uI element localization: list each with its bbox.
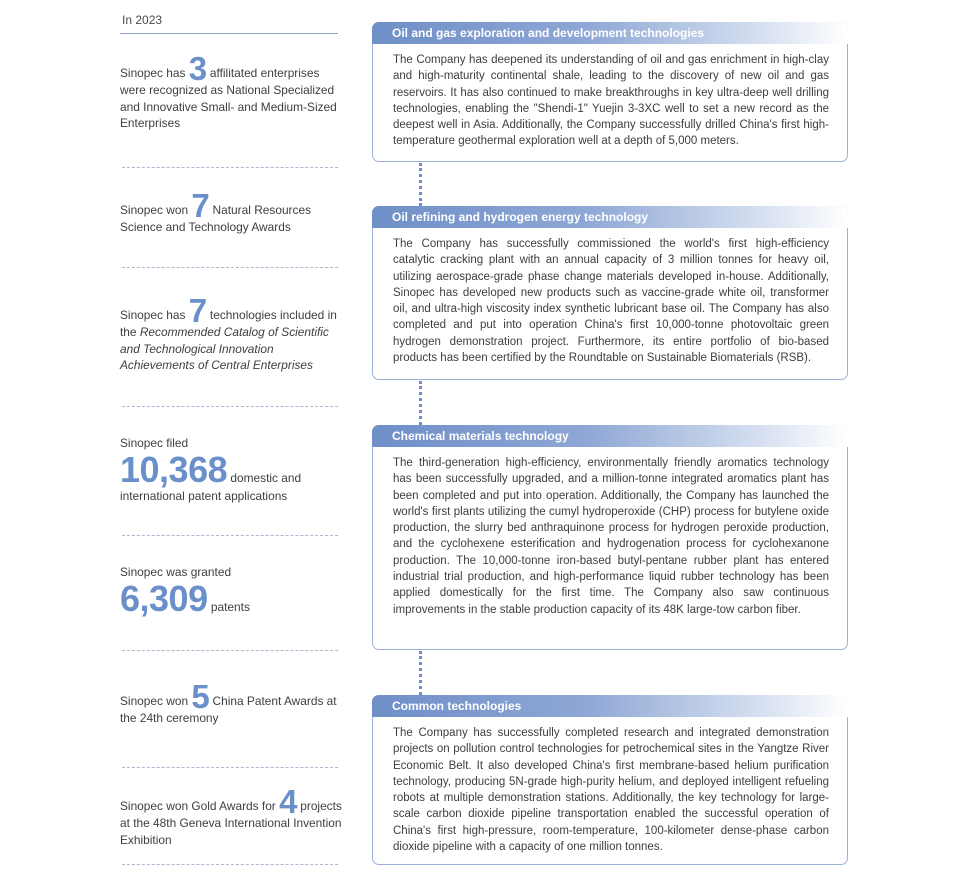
- section-oil-refining-hydrogen: [372, 206, 848, 380]
- section-body: The third-generation high-efficiency, environmentally friendly aromatics technology has been successfully upgraded, and a million-tonne integrated aromatics plant has been completed and put into operation. Additionally, the Company has launched the world's first plants utilizing the cumyl hydroperoxide (CHP) process for butylene oxide production, the slurry bed anthraquinone process for hydrogen peroxide production, and the cyclohexene esterification and hydrogenation process for cyclohexanone production. The 10,000-tonne iron-based butyl-pentane rubber plant has entered industrial trial production, and high-performance liquid rubber technology has been applied domestically for the first time. The Company also saw continuous improvements in the stable production capacity of its 48K large-tow carbon fiber.: [393, 457, 829, 616]
- stat-text: Sinopec won: [120, 203, 192, 217]
- stat-text: technologies included in the: [120, 308, 337, 339]
- stat-specialized-enterprises: [120, 50, 348, 132]
- divider: [122, 864, 338, 865]
- section-body: The Company has successfully commissioned the world's first high-efficiency catalytic cracking plant with an annual capacity of 3 million tonnes for heavy oil, utilizing aerospace-grade phase change materials developed in-house. Additionally, Sinopec has developed new products such as vaccine-grade white oil, transformer oil, and ultra-high viscosity index synthetic lubricant base oil. The Company has also completed and put into operation China's first 10,000-tonne photovoltaic green hydrogen demonstration project. Furthermore, its entire portfolio of bio-based products has been certified by the Roundtable on Sustainable Biomaterials (RSB).: [393, 238, 829, 365]
- stat-text: Sinopec won Gold Awards for: [120, 799, 280, 813]
- timeline-connector: [419, 381, 422, 425]
- divider: [122, 267, 338, 268]
- stat-catalog-technologies: [120, 292, 348, 374]
- section-chemical-materials: [372, 425, 848, 650]
- stat-text: patents: [207, 599, 250, 614]
- stat-patent-applications: [120, 435, 348, 504]
- section-oil-gas-exploration: [372, 22, 848, 162]
- stat-number: 6,309: [120, 577, 208, 619]
- stat-number: 7: [188, 292, 207, 329]
- stat-text: China Patent Awards at the 24th ceremony: [120, 694, 337, 725]
- section-common-technologies: [372, 695, 848, 865]
- stat-number: 4: [279, 783, 297, 820]
- timeline-connector: [419, 651, 422, 695]
- stat-text: domestic and international patent applications: [120, 470, 302, 503]
- divider: [122, 767, 338, 768]
- section-body: The Company has deepened its understanding of oil and gas enrichment in high-clay and high-maturity continental shale, leading to the discovery of new oil and gas reservoirs. It has also continued to make breakthroughs in key ultra-deep well drilling technologies, enabling the "Shendi-1" Yuejin 3-3XC well to set a new record as the deepest well in Asia. Additionally, the Company successfully drilled China's first high-temperature geothermal exploration well at a depth of 5,000 meters.: [393, 54, 829, 148]
- stat-text: Sinopec won: [120, 694, 192, 708]
- stat-text: Natural Resources Science and Technology Awards: [120, 203, 312, 234]
- section-title: Chemical materials technology: [372, 425, 848, 447]
- stat-number: 3: [188, 50, 207, 87]
- stat-text: affilitated enterprises were recognized as National Specialized and Innovative Small- and Medium-Sized Enterprises: [120, 66, 337, 130]
- stat-number: 7: [191, 187, 210, 224]
- section-title: Oil refining and hydrogen energy technology: [372, 206, 848, 228]
- stat-text: Sinopec filed: [120, 436, 189, 450]
- stat-text: projects at the 48th Geneva International Invention Exhibition: [120, 799, 342, 847]
- year-label: In 2023: [122, 13, 163, 27]
- divider: [122, 167, 338, 168]
- section-title: Common technologies: [372, 695, 848, 717]
- stat-text: Sinopec has: [120, 308, 189, 322]
- divider: [122, 406, 338, 407]
- stat-number: 10,368: [120, 448, 228, 490]
- timeline-connector: [419, 163, 422, 206]
- stat-number: 5: [191, 678, 210, 715]
- section-body: The Company has successfully completed research and integrated demonstration projects on pollution control technologies for petrochemical sites in the Yangtze River Economic Belt. It also developed China's first membrane-based helium purification technology, producing 5N-grade high-purity helium, and deployed intelligent refueling robots at multiple demonstration stations. Additionally, the key technology for large-scale carbon dioxide pipeline transportation enabled the successful operation of China's first high-pressure, room-temperature, 100-kilometer dense-phase carbon dioxide pipeline with a capacity of one million tonnes.: [393, 727, 829, 854]
- stat-natural-resources-awards: [120, 187, 348, 236]
- stat-text: Sinopec has: [120, 66, 189, 80]
- year-divider: [120, 33, 338, 34]
- stat-geneva-gold-awards: [120, 783, 348, 848]
- stat-patents-granted: [120, 564, 348, 617]
- catalog-title: Recommended Catalog of Scientific and Technological Innovation Achievements of Central Enterprises: [120, 325, 329, 372]
- stat-china-patent-awards: [120, 678, 348, 727]
- divider: [122, 535, 338, 536]
- section-title: Oil and gas exploration and development technologies: [372, 22, 848, 44]
- stat-text: Sinopec was granted: [120, 565, 232, 579]
- divider: [122, 650, 338, 651]
